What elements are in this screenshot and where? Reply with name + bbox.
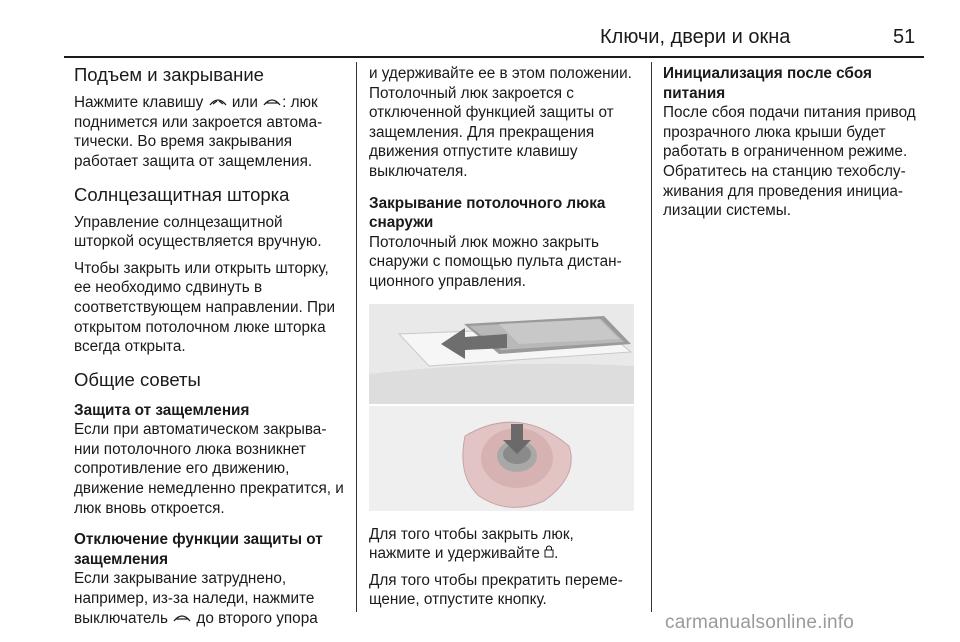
column-2 [369, 64, 634, 617]
lift-text-3: : люк поднимется или закроется автоматически. Во время закрывания работает защита от защемления. [74, 94, 323, 170]
caption-1 [369, 525, 634, 564]
sunroof-illustration [369, 304, 634, 404]
shade-text-2: Чтобы закрыть или открыть шторку, ее необходимо сдвинуть в соответствующем направлении. При открытом потолочном люке шторка всегда открыта. [74, 259, 336, 356]
init-text: После сбоя подачи питания привод прозрачного люка крыши будет работать в ограниченном режиме. Обратитесь на станцию техобслуживания для проведения инициализации системы. [663, 104, 916, 220]
caption-2: Для того чтобы прекратить перемещение, отпустите кнопку. [369, 571, 623, 609]
outside-text: Потолочный люк можно закрыть снаружи с помощью пульта дистанционного управления. [369, 233, 622, 290]
shade-text-1: Управление солнцезащитной шторкой осуществляется вручную. [74, 213, 322, 251]
outside-heading: Закрывание потолочного люка снаружи [369, 194, 606, 232]
header-rule [64, 56, 924, 58]
remote-key-illustration [369, 406, 634, 511]
column-divider-1 [356, 62, 357, 612]
disable-text [74, 569, 346, 628]
caption-1-text: Для того чтобы закрыть люк, нажмите и удерживайте [369, 525, 574, 563]
shade-section [74, 184, 346, 357]
column-divider-2 [651, 62, 652, 612]
init-heading: Инициализация после сбоя питания [663, 65, 872, 102]
pinch-text: Если при автоматическом закрывании потолочного люка возникнет сопротивление его движению, движение немедленно прекратится, и люк вновь откроется. [74, 421, 344, 517]
lift-heading: Подъем и закрывание [74, 64, 264, 85]
pinch-heading: Защита от защемления [74, 401, 250, 419]
shade-heading: Солнцезащитная шторка [74, 183, 290, 205]
lift-text-2: или [227, 94, 263, 111]
disable-heading: Отключение функции защиты от защемления [74, 531, 323, 568]
continued-text: и удерживайте ее в этом положении. Потолочный люк закроется с отключенной функцией защиты от защемления. Для прекращения движения отпустите клавишу выключателя. [369, 65, 632, 180]
sunroof-close-icon [262, 93, 282, 113]
disable-text-2: до второго упора [192, 609, 318, 627]
section-title: Ключи, двери и окна [600, 26, 791, 48]
sunroof-open-icon [208, 93, 228, 113]
illustration [369, 304, 634, 511]
page-number: 51 [893, 26, 916, 48]
column-1 [74, 64, 346, 635]
key-lock-icon [544, 544, 554, 564]
general-section [74, 369, 346, 629]
watermark: carmanualsonline.info [665, 612, 855, 633]
sunroof-close-icon [172, 609, 192, 629]
lift-text-1: Нажмите клавишу [74, 94, 208, 111]
disable-text-1: Если закрывание затруднено, например, из-за наледи, нажмите выключатель [74, 570, 315, 627]
caption-1-end: . [554, 545, 559, 563]
general-heading: Общие советы [74, 368, 201, 390]
lift-text [74, 93, 346, 172]
column-3 [663, 64, 933, 228]
lift-section [74, 64, 346, 172]
